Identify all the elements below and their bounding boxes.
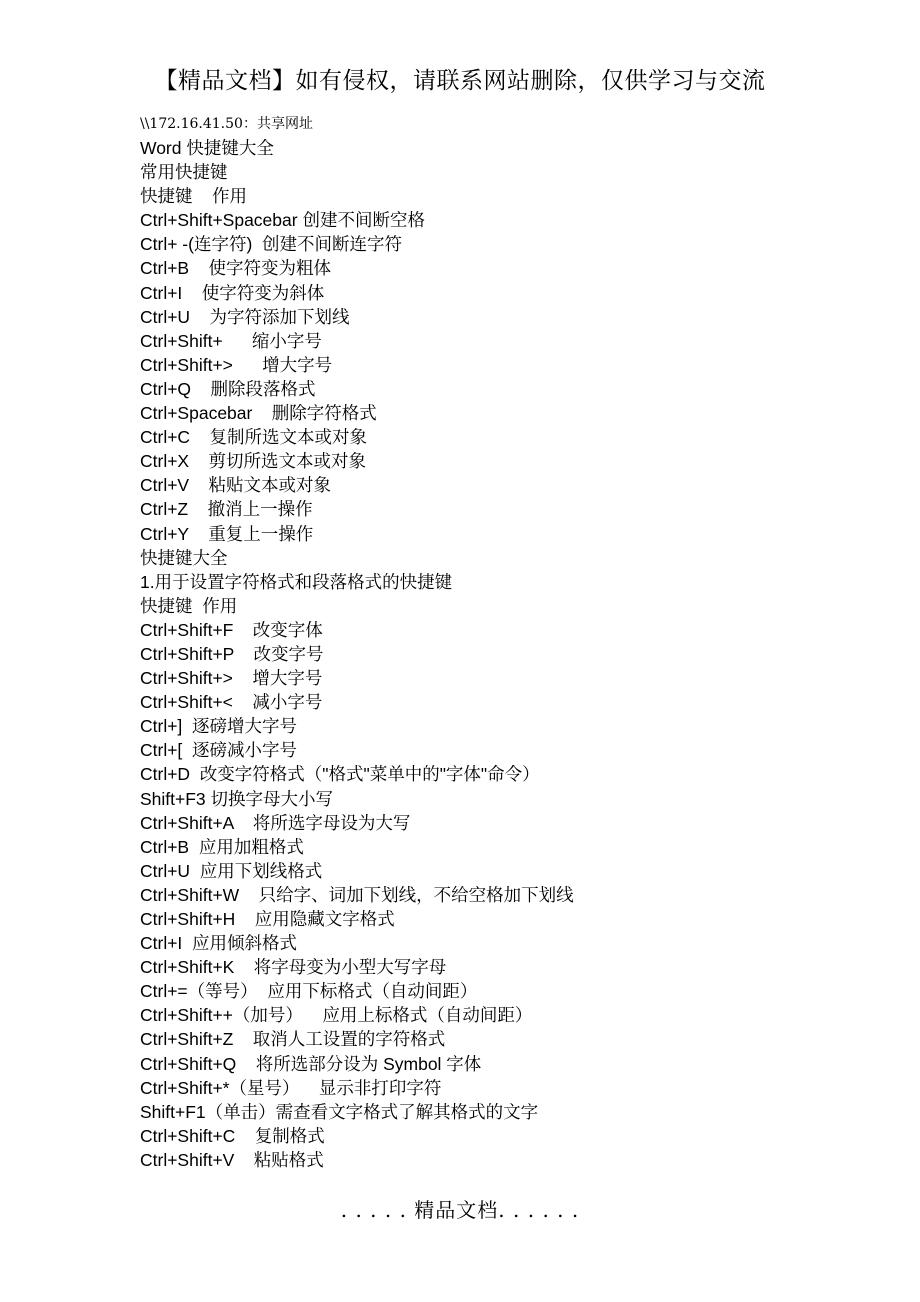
shortcut-line: Ctrl+] 逐磅增大字号 <box>140 716 298 737</box>
shortcut-line: Ctrl+Shift+C 复制格式 <box>140 1125 325 1146</box>
shortcut-line: Ctrl+Y 重复上一操作 <box>140 523 314 544</box>
shortcut-line: Ctrl+D 改变字符格式（"格式"菜单中的"字体"命令） <box>140 764 540 785</box>
page-footer: . . . . . 精品文档. . . . . . <box>340 1198 580 1222</box>
page-header: 【精品文档】如有侵权，请联系网站删除，仅供学习与交流 <box>154 68 766 94</box>
shortcut-line: Ctrl+Shift+*（星号） 显示非打印字符 <box>140 1077 442 1098</box>
shortcut-line: Ctrl+I 应用倾斜格式 <box>140 933 298 954</box>
shortcut-line: Ctrl+Shift+Z 取消人工设置的字符格式 <box>140 1029 446 1050</box>
shortcut-line: Ctrl+B 应用加粗格式 <box>140 836 304 857</box>
shortcut-line: Ctrl+Shift+F 改变字体 <box>140 619 323 640</box>
shortcut-line: Ctrl+U 应用下划线格式 <box>140 860 323 881</box>
shortcut-line: Ctrl+Q 删除段落格式 <box>140 378 316 399</box>
shortcut-line: Ctrl+X 剪切所选文本或对象 <box>140 451 367 472</box>
doc-title: Word 快捷键大全 <box>140 138 274 158</box>
shortcut-line: Ctrl+U 为字符添加下划线 <box>140 306 350 327</box>
shortcut-line: Ctrl+Shift+< 减小字号 <box>140 692 323 713</box>
shortcut-line: Ctrl+Shift+Spacebar 创建不间断空格 <box>140 210 425 231</box>
shortcut-line: Ctrl+Shift+H 应用隐藏文字格式 <box>140 909 395 929</box>
shortcut-line: Ctrl+=（等号） 应用下标格式（自动间距） <box>140 981 478 1002</box>
shortcut-line: Ctrl+Shift+P 改变字号 <box>140 643 324 664</box>
shortcut-line: Ctrl+Shift+W 只给字、词加下划线，不给空格加下划线 <box>140 884 574 905</box>
shortcut-line: Ctrl+Shift+A 将所选字母设为大写 <box>140 812 411 833</box>
share-path: \\172.16.41.50：共享网址 <box>140 116 313 132</box>
shortcut-line: Ctrl+ -(连字符) 创建不间断连字符 <box>140 234 403 255</box>
shortcut-line: Shift+F3 切换字母大小写 <box>140 788 334 809</box>
column-header: 快捷键 作用 <box>140 595 238 616</box>
shortcut-line: Ctrl+Shift++（加号） 应用上标格式（自动间距） <box>140 1005 533 1026</box>
column-header: 快捷键 作用 <box>140 186 247 207</box>
shortcut-line: Shift+F1（单击）需查看文字格式了解其格式的文字 <box>140 1101 539 1122</box>
shortcut-line: Ctrl+Shift+> 增大字号 <box>140 354 333 375</box>
shortcut-line: Ctrl+C 复制所选文本或对象 <box>140 427 368 448</box>
shortcut-line: Ctrl+Shift+V 粘贴格式 <box>140 1149 324 1170</box>
shortcut-line: Ctrl+Z 撤消上一操作 <box>140 499 313 520</box>
section-heading: 快捷键大全 <box>140 547 228 568</box>
shortcut-line: Ctrl+Shift+Q 将所选部分设为 Symbol 字体 <box>140 1053 482 1074</box>
shortcut-line: Ctrl+Shift+ 缩小字号 <box>140 330 322 351</box>
shortcut-line: Ctrl+Shift+> 增大字号 <box>140 668 323 689</box>
shortcut-line: Ctrl+V 粘贴文本或对象 <box>140 475 332 496</box>
shortcut-line: Ctrl+Spacebar 删除字符格式 <box>140 403 377 424</box>
shortcut-list <box>140 136 880 1172</box>
section-heading: 1.用于设置字符格式和段落格式的快捷键 <box>140 571 453 592</box>
shortcut-line: Ctrl+[ 逐磅减小字号 <box>140 740 298 761</box>
shortcut-line: Ctrl+Shift+K 将字母变为小型大写字母 <box>140 957 447 978</box>
shortcut-line: Ctrl+I 使字符变为斜体 <box>140 282 325 303</box>
section-heading: 常用快捷键 <box>140 162 228 183</box>
shortcut-line: Ctrl+B 使字符变为粗体 <box>140 258 332 279</box>
